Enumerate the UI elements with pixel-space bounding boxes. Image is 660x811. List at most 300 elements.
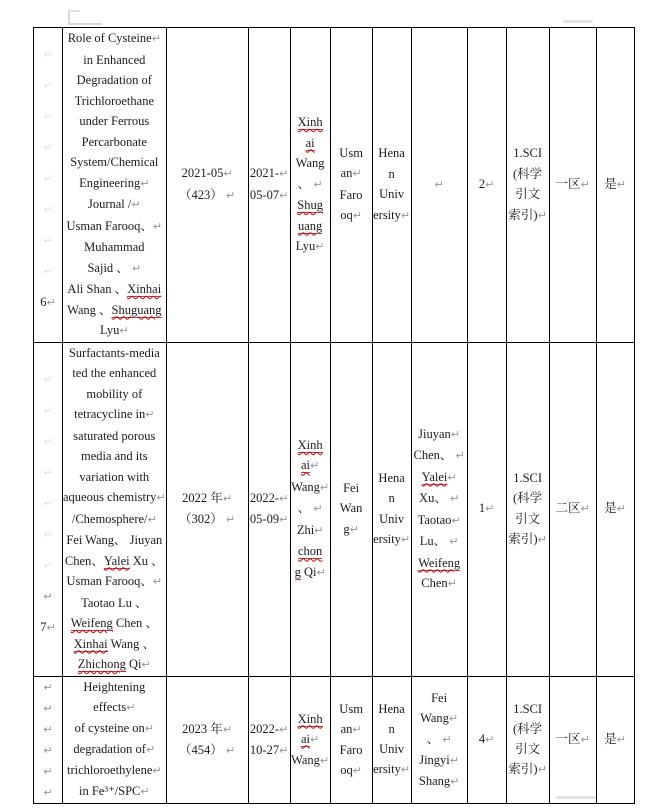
paragraph-mark-icon: ↵ (43, 527, 53, 541)
text-line: Usman Farooq、↵ (66, 218, 163, 233)
paragraph-mark-icon: ↵ (225, 188, 236, 202)
text-line: 、 ↵ (297, 501, 323, 516)
misspelled-word: Xinh (297, 115, 323, 129)
text-line: oq↵ (340, 762, 362, 777)
text-line (34, 101, 62, 132)
misspelled-word: Shuguang (111, 302, 162, 317)
paragraph-mark-icon: ↵ (400, 763, 411, 776)
paragraph-mark-icon: ↵ (140, 176, 150, 190)
text-line: 6↵ (40, 295, 56, 310)
paragraph-mark-icon: ↵ (43, 79, 53, 93)
text-line: n (388, 491, 395, 505)
paragraph-mark-icon: ↵ (319, 480, 330, 494)
text-line: 引文 (515, 187, 541, 202)
paragraph-mark-icon: ↵ (152, 219, 163, 233)
cell-flag-yes[interactable] (596, 676, 634, 803)
paragraph-mark-icon: ↵ (537, 208, 547, 222)
paragraph-mark-icon: ↵ (43, 434, 53, 448)
paragraph-mark-icon: ↵ (447, 577, 457, 590)
text-line (412, 553, 467, 574)
paragraph-mark-icon: ↵ (455, 449, 465, 462)
text-line: 一区↵ (555, 177, 590, 191)
paragraph-mark-icon: ↵ (152, 764, 162, 777)
text-line: Taotao↵ (417, 512, 461, 527)
text-line: Chen↵ (421, 576, 457, 590)
table-row (34, 28, 635, 343)
text-line: (科学 (513, 722, 543, 736)
artifact-top-left-corner-v (68, 10, 70, 24)
text-line (34, 364, 62, 395)
text-line: Wang 、Shuguang (67, 302, 162, 317)
text-line (291, 195, 330, 216)
table-row (34, 676, 635, 803)
text-line: effects↵ (93, 700, 136, 714)
paragraph-mark-icon: ↵ (43, 764, 53, 778)
text-line: Weifeng Chen 、 (70, 616, 158, 630)
text-line: （454） ↵ (179, 742, 236, 757)
text-line: Xinhai Wang 、 (73, 636, 155, 651)
text-line: Univ (379, 187, 405, 202)
text-line: mobility of (86, 386, 143, 401)
text-line: Heightening (83, 680, 146, 694)
paragraph-mark-icon: ↵ (43, 203, 53, 217)
text-line: ersity↵ (373, 532, 411, 546)
paragraph-mark-icon: ↵ (43, 48, 53, 62)
paragraph-mark-icon: ↵ (616, 502, 626, 516)
text-line: n (388, 722, 395, 736)
cell-journal-zone[interactable] (549, 28, 596, 343)
text-line: 2022-↵ (249, 721, 289, 736)
misspelled-word: chon (297, 544, 323, 559)
paragraph-mark-icon: ↵ (279, 491, 289, 505)
paragraph-mark-icon: ↵ (43, 722, 53, 736)
text-line (34, 740, 62, 761)
paragraph-mark-icon: ↵ (43, 465, 53, 479)
misspelled-word: Xinh (297, 711, 323, 726)
paragraph-mark-icon: ↵ (46, 620, 56, 634)
text-line (34, 194, 62, 225)
text-line: Jiuyan↵ (418, 426, 461, 441)
paragraph-mark-icon: ↵ (43, 680, 53, 694)
text-line: 2021-05↵ (181, 166, 233, 181)
text-line: Hena (378, 470, 405, 485)
text-line (34, 395, 62, 426)
text-line: ersity↵ (373, 762, 411, 776)
cell-corresponding-author[interactable] (290, 342, 330, 676)
text-line: （302） ↵ (179, 512, 236, 526)
paragraph-mark-icon: ↵ (43, 785, 53, 799)
text-line: Usm (339, 145, 363, 160)
paragraph-mark-icon: ↵ (310, 732, 320, 746)
paragraph-mark-icon: ↵ (352, 167, 362, 181)
text-line: Wang↵ (291, 752, 330, 767)
misspelled-word: Yalei (421, 469, 448, 484)
text-line: an↵ (340, 166, 362, 181)
text-line: 1↵ (478, 501, 495, 516)
paragraph-mark-icon: ↵ (152, 575, 163, 588)
paragraph-mark-icon: ↵ (449, 753, 459, 767)
cell-title-journal-authors[interactable] (63, 28, 167, 343)
text-line: 1.SCI (513, 702, 543, 716)
paragraph-mark-icon: ↵ (279, 513, 289, 526)
text-line: Trichloroethane (74, 93, 154, 108)
table-row (34, 342, 635, 676)
text-line: 、 ↵ (297, 176, 323, 191)
text-line: media and its (80, 449, 148, 463)
misspelled-word: Shug (297, 198, 323, 212)
publications-table-body (34, 28, 635, 804)
text-line: degradation of↵ (73, 742, 156, 756)
paragraph-mark-icon: ↵ (352, 763, 362, 777)
publications-table (33, 27, 635, 804)
text-line: （423） ↵ (179, 187, 236, 202)
cell-author-rank[interactable] (467, 342, 506, 676)
text-line (34, 39, 62, 70)
text-line: Chen、 ↵ (413, 448, 465, 462)
cell-row-number[interactable] (34, 28, 63, 343)
cell-row-number[interactable] (34, 342, 63, 676)
misspelled-word: Weifeng (70, 616, 113, 630)
paragraph-mark-icon: ↵ (349, 522, 359, 536)
text-line: Surfactants-media (68, 345, 160, 360)
text-line (291, 435, 330, 456)
text-line: Wang↵ (420, 710, 459, 725)
misspelled-word: ai (305, 135, 315, 150)
paragraph-mark-icon: ↵ (43, 265, 53, 279)
text-line: Ali Shan 、Xinhai (67, 282, 162, 296)
text-line (34, 457, 62, 488)
cell-corresponding-author[interactable] (290, 28, 330, 343)
cell-corresponding-author[interactable] (290, 676, 330, 803)
cell-first-author[interactable] (330, 28, 372, 343)
cell-index-type[interactable] (506, 28, 549, 343)
text-line: Xu、 ↵ (419, 491, 460, 505)
text-line: oq↵ (340, 208, 362, 223)
text-line (412, 174, 467, 196)
cell-first-author[interactable] (330, 342, 372, 676)
paragraph-mark-icon: ↵ (580, 178, 590, 191)
text-line: Lyu↵ (295, 239, 325, 253)
paragraph-mark-icon: ↵ (43, 403, 53, 417)
text-line: Shang↵ (418, 773, 460, 788)
text-line: Engineering↵ (79, 175, 150, 190)
paragraph-mark-icon: ↵ (319, 753, 330, 767)
cell-row-number[interactable] (34, 676, 63, 803)
text-line: 7↵ (40, 619, 56, 634)
paragraph-mark-icon: ↵ (225, 743, 236, 757)
text-line: Univ (379, 511, 405, 526)
text-line: 是↵ (604, 732, 626, 746)
text-line: 索引)↵ (508, 532, 547, 546)
text-line: Wan (339, 501, 363, 516)
text-line (34, 550, 62, 581)
cell-title-journal-authors[interactable] (63, 342, 167, 676)
cell-journal-zone[interactable] (549, 342, 596, 676)
text-line (291, 541, 330, 562)
text-line (34, 488, 62, 519)
paragraph-mark-icon: ↵ (46, 296, 56, 310)
text-line: Degradation of (76, 73, 152, 87)
paragraph-mark-icon: ↵ (43, 234, 53, 248)
text-line: Faro (339, 187, 363, 202)
text-line: 一区↵ (555, 732, 590, 746)
paragraph-mark-icon: ↵ (400, 533, 411, 546)
text-line: in Fe³⁺/SPC↵ (78, 784, 150, 798)
misspelled-word: ai (300, 458, 311, 473)
paragraph-mark-icon: ↵ (147, 512, 157, 526)
text-line (34, 426, 62, 457)
text-line (34, 163, 62, 194)
text-line: Wang↵ (291, 479, 330, 494)
cell-year-volume[interactable] (166, 676, 248, 803)
text-line: Faro (339, 742, 363, 757)
paragraph-mark-icon: ↵ (131, 261, 142, 275)
paragraph-mark-icon: ↵ (279, 188, 289, 202)
text-line: 2023 年↵ (182, 721, 233, 736)
text-line: 1.SCI (513, 470, 543, 485)
text-line: Journal /↵ (87, 197, 141, 211)
cell-publish-date[interactable] (248, 342, 290, 676)
paragraph-mark-icon: ↵ (537, 533, 547, 546)
paragraph-mark-icon: ↵ (279, 743, 289, 757)
text-line: Fei (431, 690, 448, 705)
paragraph-mark-icon: ↵ (616, 178, 626, 191)
text-line: g Qi↵ (294, 564, 326, 579)
cell-other-authors[interactable] (411, 28, 467, 343)
paragraph-mark-icon: ↵ (580, 502, 590, 516)
text-line (291, 216, 330, 237)
paragraph-mark-icon: ↵ (450, 427, 461, 441)
text-line (291, 133, 330, 154)
paragraph-mark-icon: ↵ (485, 178, 495, 191)
text-line: Hena (378, 702, 405, 716)
text-line: /Chemosphere/↵ (71, 511, 157, 526)
text-line: Usman Farooq、↵ (66, 574, 163, 588)
paragraph-mark-icon: ↵ (352, 209, 362, 223)
cell-index-type[interactable] (506, 676, 549, 803)
paragraph-mark-icon: ↵ (145, 743, 156, 756)
paragraph-mark-icon: ↵ (279, 167, 289, 181)
paragraph-mark-icon: ↵ (450, 774, 460, 788)
text-line: 引文 (515, 511, 541, 526)
text-line: (科学 (513, 166, 543, 181)
paragraph-mark-icon: ↵ (43, 589, 53, 603)
text-line: trichloroethylene↵ (67, 763, 162, 777)
text-line: ted the enhanced (72, 366, 157, 380)
text-line: 引文 (515, 742, 541, 756)
paragraph-mark-icon: ↵ (126, 701, 136, 714)
text-line: 1.SCI (513, 146, 543, 161)
text-line: Hena (378, 146, 405, 161)
text-line (291, 729, 330, 750)
artifact-top-right-dash (563, 20, 593, 23)
paragraph-mark-icon: ↵ (43, 496, 53, 510)
paragraph-mark-icon: ↵ (485, 502, 495, 516)
text-line (34, 677, 62, 698)
text-line: 05-09↵ (249, 512, 289, 526)
paragraph-mark-icon: ↵ (310, 459, 320, 473)
cell-year-volume[interactable] (166, 28, 248, 343)
paragraph-mark-icon: ↵ (43, 110, 53, 124)
paragraph-mark-icon: ↵ (448, 711, 459, 725)
cell-other-authors[interactable] (411, 342, 467, 676)
misspelled-word: Xinh (297, 437, 323, 452)
text-line (291, 709, 330, 729)
paragraph-mark-icon: ↵ (449, 492, 460, 505)
text-line: 索引)↵ (508, 762, 547, 776)
paragraph-mark-icon: ↵ (451, 513, 461, 527)
misspelled-word: g (294, 564, 301, 579)
text-line: ersity↵ (373, 207, 411, 222)
text-line: of cysteine on↵ (74, 721, 154, 735)
text-line: variation with (79, 469, 150, 484)
text-line: Lyu↵ (99, 323, 129, 337)
cell-flag-yes[interactable] (596, 342, 634, 676)
text-line: 二区↵ (555, 501, 590, 516)
paragraph-mark-icon: ↵ (314, 523, 324, 537)
paragraph-mark-icon: ↵ (537, 763, 547, 776)
paragraph-mark-icon: ↵ (223, 167, 233, 181)
text-line: 05-07↵ (249, 187, 289, 202)
cell-publish-date[interactable] (248, 28, 290, 343)
misspelled-word: Yalei (103, 553, 130, 568)
paragraph-mark-icon: ↵ (447, 470, 457, 484)
text-line: Usm (339, 701, 363, 716)
text-line: 索引)↵ (508, 207, 547, 222)
paragraph-mark-icon: ↵ (616, 733, 626, 746)
text-line (34, 256, 62, 287)
text-line: under Ferrous (79, 114, 150, 128)
cell-publish-date[interactable] (248, 676, 290, 803)
paragraph-mark-icon: ↵ (449, 535, 459, 548)
artifact-top-left-corner-h (68, 23, 102, 25)
text-line (34, 519, 62, 550)
text-line: Percarbonate (81, 134, 147, 149)
text-line: 2↵ (478, 177, 495, 191)
text-line: 2021-↵ (249, 166, 289, 181)
text-line (34, 132, 62, 163)
cell-author-rank[interactable] (467, 28, 506, 343)
paragraph-mark-icon: ↵ (151, 32, 161, 45)
text-line: Zhichong Qi↵ (77, 657, 151, 671)
paragraph-mark-icon: ↵ (140, 785, 150, 798)
text-line: Role of Cysteine↵ (67, 31, 161, 45)
text-line (291, 112, 330, 133)
paragraph-mark-icon: ↵ (313, 177, 323, 191)
cell-year-volume[interactable] (166, 342, 248, 676)
paragraph-mark-icon: ↵ (316, 565, 326, 579)
text-line: 2022 年↵ (182, 490, 233, 505)
misspelled-word: Xinhai (127, 282, 162, 296)
text-line (291, 455, 330, 477)
paragraph-mark-icon: ↵ (131, 198, 141, 211)
text-line: Fei (343, 480, 360, 495)
paragraph-mark-icon: ↵ (144, 722, 154, 735)
text-line (34, 581, 62, 612)
text-line: an↵ (340, 721, 362, 736)
misspelled-word: uang (297, 218, 323, 233)
text-line: n (388, 166, 395, 181)
text-line: Univ (379, 742, 405, 756)
text-line: 10-27↵ (249, 742, 289, 757)
paragraph-mark-icon: ↵ (485, 733, 495, 746)
misspelled-word: ai (300, 731, 311, 746)
paragraph-mark-icon: ↵ (315, 240, 325, 253)
paragraph-mark-icon: ↵ (313, 502, 323, 516)
text-line: Muhammad (84, 240, 145, 254)
cell-affiliation[interactable] (372, 676, 411, 803)
misspelled-word: Xinhai (73, 636, 108, 651)
text-line: g↵ (343, 521, 359, 536)
text-line: Fei Wang、 Jiuyan (66, 533, 163, 547)
text-line: in Enhanced (83, 52, 146, 67)
text-line: Sajid 、 ↵ (87, 260, 142, 275)
cell-index-type[interactable] (506, 342, 549, 676)
text-line: Jingyi↵ (419, 752, 459, 767)
paragraph-mark-icon: ↵ (352, 722, 362, 736)
paragraph-mark-icon: ↵ (141, 658, 151, 671)
paragraph-mark-icon: ↵ (434, 178, 444, 191)
text-line: 2022-↵ (249, 490, 289, 505)
paragraph-mark-icon: ↵ (156, 491, 166, 504)
text-line: Chen、Yalei Xu 、 (64, 553, 164, 568)
text-line (34, 782, 62, 803)
text-line: 是↵ (604, 177, 626, 191)
misspelled-word: Weifeng (418, 555, 461, 570)
text-line: (科学 (513, 491, 543, 505)
paragraph-mark-icon: ↵ (43, 172, 53, 186)
text-line: Wang (295, 156, 325, 170)
text-line (34, 761, 62, 782)
cell-first-author[interactable] (330, 676, 372, 803)
text-line (412, 467, 467, 489)
text-line: saturated porous (73, 428, 156, 443)
paragraph-mark-icon: ↵ (222, 491, 233, 505)
paragraph-mark-icon: ↵ (43, 701, 53, 715)
misspelled-word: Zhichong (77, 657, 126, 671)
text-line (34, 719, 62, 740)
cell-affiliation[interactable] (372, 28, 411, 343)
paragraph-mark-icon: ↵ (580, 733, 590, 746)
text-line: aqueous chemistry↵ (63, 490, 166, 504)
paragraph-mark-icon: ↵ (119, 324, 129, 337)
cell-journal-zone[interactable] (549, 676, 596, 803)
paragraph-mark-icon: ↵ (43, 558, 53, 572)
text-line: Taotao Lu 、 (81, 595, 148, 610)
cell-other-authors[interactable] (411, 676, 467, 803)
paragraph-mark-icon: ↵ (400, 208, 411, 222)
paragraph-mark-icon: ↵ (43, 743, 53, 757)
text-line: tetracycline in↵ (74, 407, 155, 421)
text-line: 是↵ (604, 501, 626, 516)
paragraph-mark-icon: ↵ (442, 732, 452, 746)
text-line (34, 698, 62, 719)
text-line: Lu、 ↵ (419, 534, 459, 548)
text-line: 、 ↵ (426, 731, 452, 746)
cell-title-journal-authors[interactable] (63, 676, 167, 803)
text-line (34, 225, 62, 256)
paragraph-mark-icon: ↵ (279, 722, 289, 736)
text-line: Zhi↵ (296, 522, 324, 537)
text-line (34, 70, 62, 101)
paragraph-mark-icon: ↵ (225, 513, 236, 526)
cell-author-rank[interactable] (467, 676, 506, 803)
cell-flag-yes[interactable] (596, 28, 634, 343)
artifact-top-left-corner-top (68, 10, 80, 12)
paragraph-mark-icon: ↵ (145, 408, 155, 421)
cell-affiliation[interactable] (372, 342, 411, 676)
paragraph-mark-icon: ↵ (222, 722, 233, 736)
